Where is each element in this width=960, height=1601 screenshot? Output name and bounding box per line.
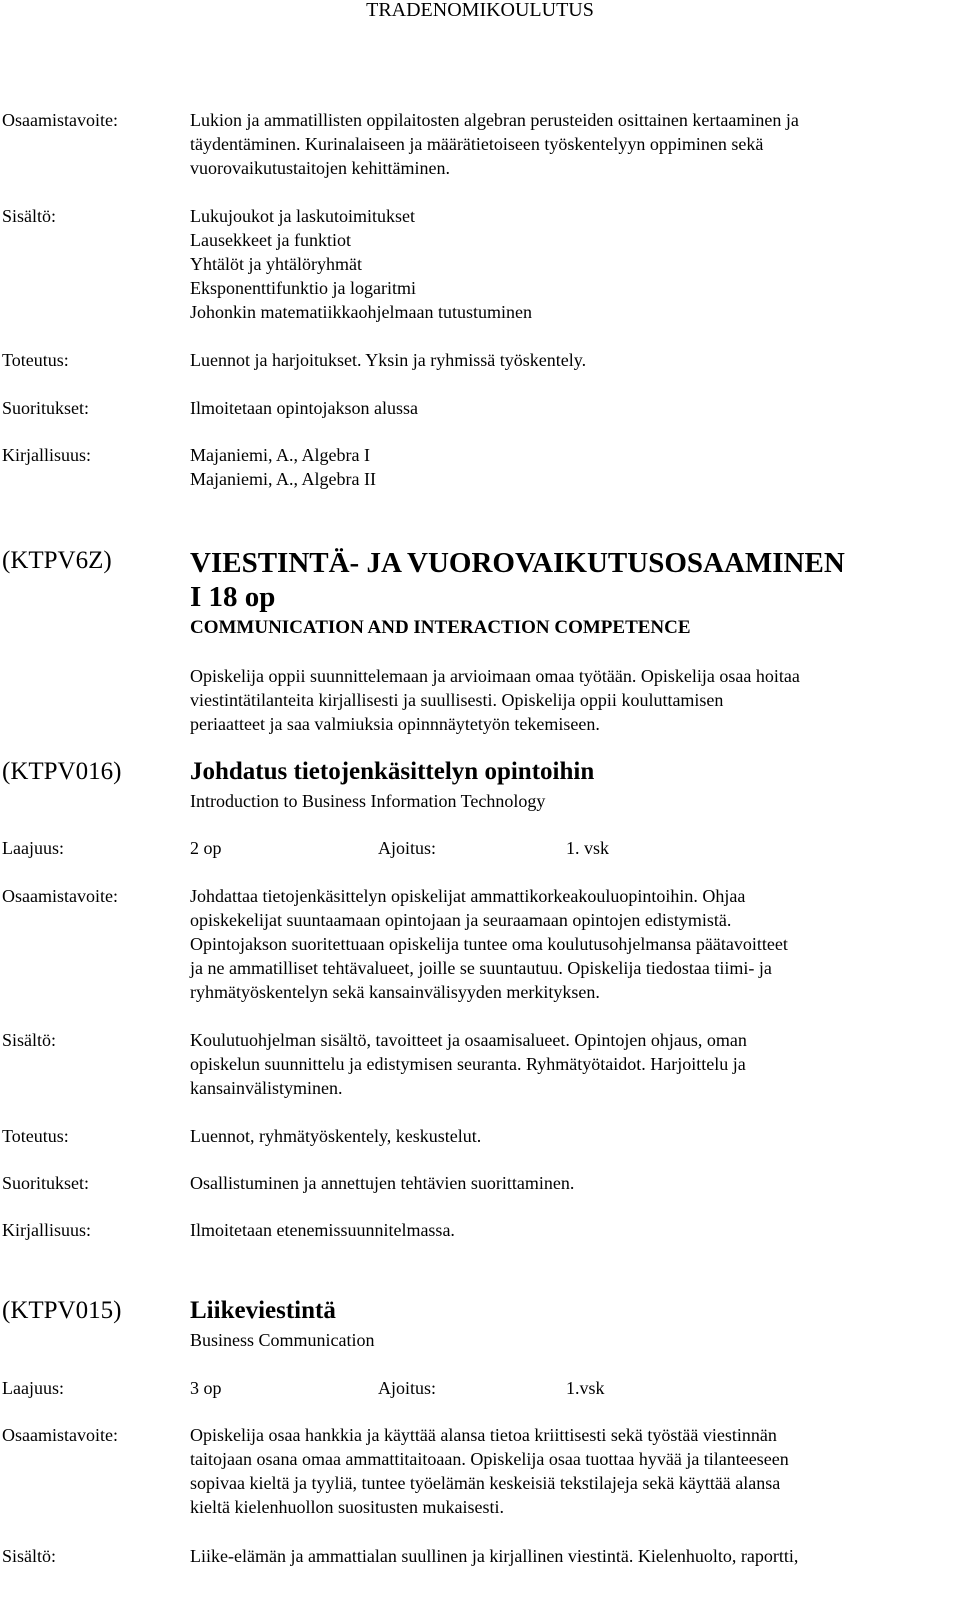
osaamistavoite-label: Osaamistavoite:	[2, 886, 118, 906]
text-line: Johdattaa tietojenkäsittelyn opiskelijat ammattikorkeakouluopintoihin. Ohjaa	[190, 886, 746, 906]
module-code: (KTPV6Z)	[2, 547, 112, 574]
text-line: sopivaa kieltä ja tyyliä, tuntee työelämän keskeisiä tekstilajeja sekä käyttää alansa	[190, 1473, 781, 1493]
toteutus-text: Luennot, ryhmätyöskentely, keskustelut.	[190, 1126, 482, 1146]
course-title: Liikeviestintä	[190, 1297, 336, 1324]
module-title	[190, 546, 950, 614]
sisalto-text	[190, 1028, 950, 1100]
text-line: ryhmätyöskentelyn sekä kansainvälisyyden merkityksen.	[190, 982, 600, 1002]
ajoitus-label: Ajoitus:	[378, 1378, 437, 1398]
module-title-line: VIESTINTÄ- JA VUOROVAIKUTUSOSAAMINEN	[190, 547, 845, 579]
list-item: Majaniemi, A., Algebra II	[190, 469, 376, 489]
laajuus-label: Laajuus:	[2, 1378, 64, 1398]
list-item: Yhtälöt ja yhtälöryhmät	[190, 254, 362, 274]
page-header: TRADENOMIKOULUTUS	[366, 0, 594, 21]
text-line: Koulutuohjelman sisältö, tavoitteet ja osaamisalueet. Opintojen ohjaus, oman	[190, 1030, 747, 1050]
sisalto-label: Sisältö:	[2, 1546, 57, 1566]
toteutus-label: Toteutus:	[2, 1126, 69, 1146]
course-code: (KTPV015)	[2, 1297, 122, 1324]
text-line: taitojaan osana omaa ammattitaitoaan. Opiskelija osaa tuottaa hyvää ja tilanteeseen	[190, 1449, 789, 1469]
list-item: Majaniemi, A., Algebra I	[190, 445, 370, 465]
course-code: (KTPV016)	[2, 758, 122, 785]
text-line: Opintojakson suoritettuaan opiskelija tuntee oma koulutusohjelmansa päätavoitteet	[190, 934, 788, 954]
list-item: Johonkin matematiikkaohjelmaan tutustuminen	[190, 302, 532, 322]
text-line: kieltä kielenhuollon suositusten mukaisesti.	[190, 1497, 504, 1517]
suoritukset-text: Ilmoitetaan opintojakson alussa	[190, 398, 418, 418]
osaamistavoite-label: Osaamistavoite:	[2, 1425, 118, 1445]
osaamistavoite-label: Osaamistavoite:	[2, 110, 118, 130]
sisalto-text: Liike-elämän ja ammattialan suullinen ja kirjallinen viestintä. Kielenhuolto, raportti,	[190, 1546, 799, 1566]
text-line: periaatteet ja saa valmiuksia opinnnäytetyön tekemiseen.	[190, 714, 600, 734]
text-line: kansainvälistyminen.	[190, 1078, 343, 1098]
ajoitus-value: 1. vsk	[566, 838, 610, 858]
osaamistavoite-text	[190, 1423, 950, 1519]
sisalto-list	[190, 204, 950, 324]
ajoitus-label: Ajoitus:	[378, 838, 437, 858]
ajoitus-value: 1.vsk	[566, 1378, 605, 1398]
text-line: Lukion ja ammatillisten oppilaitosten algebran perusteiden osittainen kertaaminen ja	[190, 110, 799, 130]
osaamistavoite-text	[190, 108, 950, 180]
course-title-english: Introduction to Business Information Technology	[190, 791, 546, 811]
kirjallisuus-list	[190, 443, 950, 491]
text-line: Opiskelija osaa hankkia ja käyttää alansa tietoa kriittisesti sekä työstää viestinnän	[190, 1425, 777, 1445]
toteutus-text: Luennot ja harjoitukset. Yksin ja ryhmissä työskentely.	[190, 350, 587, 370]
text-line: Opiskelija oppii suunnittelemaan ja arvioimaan omaa työtään. Opiskelija osaa hoitaa	[190, 666, 800, 686]
list-item: Lukujoukot ja laskutoimitukset	[190, 206, 415, 226]
kirjallisuus-label: Kirjallisuus:	[2, 1220, 91, 1240]
text-line: opiskekelijat suuntaamaan opintojaan ja seuraamaan opintojen edistymistä.	[190, 910, 732, 930]
sisalto-label: Sisältö:	[2, 1030, 57, 1050]
text-line: ja ne ammatilliset tehtävalueet, joille se suuntautuu. Opiskelija tiedostaa tiimi- ja	[190, 958, 772, 978]
suoritukset-label: Suoritukset:	[2, 1173, 90, 1193]
laajuus-value: 3 op	[190, 1378, 222, 1398]
text-line: opiskelun suunnittelu ja edistymisen seuranta. Ryhmätyötaidot. Harjoittelu ja	[190, 1054, 746, 1074]
list-item: Lausekkeet ja funktiot	[190, 230, 351, 250]
module-subtitle: COMMUNICATION AND INTERACTION COMPETENCE	[190, 617, 691, 638]
suoritukset-text: Osallistuminen ja annettujen tehtävien suorittaminen.	[190, 1173, 575, 1193]
sisalto-label: Sisältö:	[2, 206, 57, 226]
module-title-line: I 18 op	[190, 581, 276, 613]
osaamistavoite-text	[190, 884, 950, 1004]
text-line: vuorovaikutustaitojen kehittäminen.	[190, 158, 450, 178]
text-line: viestintätilanteita kirjallisesti ja suullisesti. Opiskelija oppii kouluttamisen	[190, 690, 724, 710]
kirjallisuus-text: Ilmoitetaan etenemissuunnitelmassa.	[190, 1220, 455, 1240]
toteutus-label: Toteutus:	[2, 350, 69, 370]
module-description	[190, 664, 950, 736]
laajuus-value: 2 op	[190, 838, 222, 858]
suoritukset-label: Suoritukset:	[2, 398, 90, 418]
text-line: täydentäminen. Kurinalaiseen ja määrätietoiseen työskentelyyn oppiminen sekä	[190, 134, 764, 154]
kirjallisuus-label: Kirjallisuus:	[2, 445, 91, 465]
course-title-english: Business Communication	[190, 1330, 375, 1350]
laajuus-label: Laajuus:	[2, 838, 64, 858]
course-title: Johdatus tietojenkäsittelyn opintoihin	[190, 758, 595, 785]
list-item: Eksponenttifunktio ja logaritmi	[190, 278, 416, 298]
